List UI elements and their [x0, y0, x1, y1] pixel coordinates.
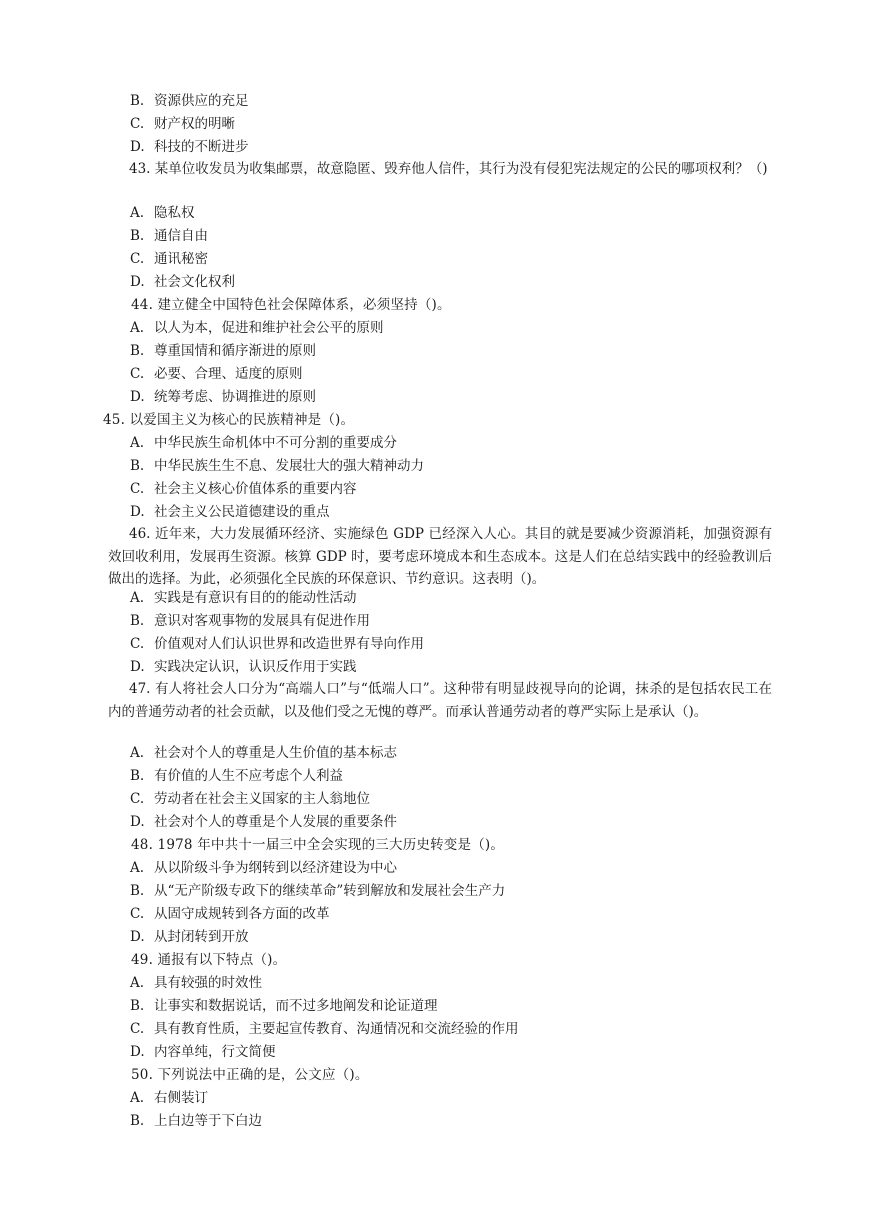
option-letter: B. [130, 343, 145, 359]
option-letter: B. [130, 883, 145, 899]
option-text: 通讯秘密 [154, 251, 208, 267]
option-text: 实践是有意识有目的的能动性活动 [154, 590, 357, 606]
option-text: 右侧装订 [154, 1090, 208, 1106]
option-letter: B. [130, 458, 145, 474]
option-text: 社会主义公民道德建设的重点 [154, 504, 330, 520]
option-letter: C. [130, 636, 145, 652]
question-paragraph: 43. 某单位收发员为收集邮票，故意隐匿、毁弃他人信件，其行为没有侵犯宪法规定的公民的哪项权利？（) [129, 161, 768, 177]
question-text: 50. 下列说法中正确的是，公文应（)。 [131, 1067, 369, 1083]
option-text: 中华民族生生不息、发展壮大的强大精神动力 [154, 458, 424, 474]
answer-option [0, 363, 869, 385]
option-text: 统筹考虑、协调推进的原则 [154, 389, 316, 405]
option-letter: A. [130, 320, 145, 336]
answer-option [0, 903, 869, 925]
option-text: 具有教育性质，主要起宣传教育、沟通情况和交流经验的作用 [154, 1021, 519, 1037]
option-letter: A. [130, 860, 145, 876]
option-letter: B. [130, 1113, 145, 1129]
option-letter: D. [130, 389, 145, 405]
question-stem [0, 409, 869, 431]
answer-option [0, 656, 869, 678]
option-text: 科技的不断进步 [154, 139, 249, 155]
option-text: 上白边等于下白边 [154, 1113, 262, 1129]
answer-option [0, 788, 869, 810]
answer-option [0, 742, 869, 764]
question-stem [0, 834, 869, 856]
answer-option [0, 455, 869, 477]
answer-option [0, 225, 869, 247]
option-text: 从以阶级斗争为纲转到以经济建设为中心 [154, 860, 397, 876]
option-letter: A. [130, 205, 145, 221]
answer-option [0, 995, 869, 1017]
answer-option [0, 90, 869, 112]
question-stem [0, 294, 869, 316]
option-letter: D. [130, 139, 145, 155]
answer-option [0, 478, 869, 500]
option-letter: A. [130, 435, 145, 451]
answer-option [0, 271, 869, 293]
option-text: 具有较强的时效性 [154, 975, 262, 991]
option-text: 社会主义核心价值体系的重要内容 [154, 481, 357, 497]
option-text: 内容单纯，行文简便 [154, 1044, 276, 1060]
answer-option [0, 340, 869, 362]
option-letter: C. [130, 366, 145, 382]
option-letter: C. [130, 251, 145, 267]
option-text: 劳动者在社会主义国家的主人翁地位 [154, 791, 370, 807]
option-text: 财产权的明晰 [154, 116, 235, 132]
answer-option [0, 386, 869, 408]
question-text: 48. 1978 年中共十一届三中全会实现的三大历史转变是（)。 [131, 837, 505, 853]
answer-option [0, 1110, 869, 1132]
answer-option [0, 1018, 869, 1040]
question-text: 49. 通报有以下特点（)。 [131, 952, 287, 968]
option-letter: A. [130, 590, 145, 606]
option-text: 必要、合理、适度的原则 [154, 366, 303, 382]
option-letter: C. [130, 481, 145, 497]
option-letter: D. [130, 504, 145, 520]
option-letter: A. [130, 975, 145, 991]
answer-option [0, 1041, 869, 1063]
answer-option [0, 1087, 869, 1109]
option-letter: B. [130, 613, 145, 629]
option-text: 从固守成规转到各方面的改革 [154, 906, 330, 922]
answer-option [0, 202, 869, 224]
answer-option [0, 432, 869, 454]
option-text: 价值观对人们认识世界和改造世界有导向作用 [154, 636, 424, 652]
answer-option [0, 880, 869, 902]
option-text: 社会对个人的尊重是人生价值的基本标志 [154, 745, 397, 761]
option-letter: C. [130, 791, 145, 807]
answer-option [0, 857, 869, 879]
answer-option [0, 926, 869, 948]
option-text: 资源供应的充足 [154, 93, 249, 109]
option-text: 中华民族生命机体中不可分割的重要成分 [154, 435, 397, 451]
option-text: 社会对个人的尊重是个人发展的重要条件 [154, 814, 397, 830]
option-letter: B. [130, 93, 145, 109]
answer-option [0, 811, 869, 833]
option-text: 意识对客观事物的发展具有促进作用 [154, 613, 370, 629]
option-text: 让事实和数据说话，而不过多地阐发和论证道理 [154, 998, 438, 1014]
option-text: 有价值的人生不应考虑个人利益 [154, 768, 343, 784]
option-text: 实践决定认识，认识反作用于实践 [154, 659, 357, 675]
option-letter: C. [130, 1021, 145, 1037]
option-letter: D. [130, 929, 145, 945]
answer-option [0, 113, 869, 135]
option-letter: B. [130, 998, 145, 1014]
question-text: 45. 以爱国主义为核心的民族精神是（)。 [103, 412, 355, 428]
answer-option [0, 248, 869, 270]
option-text: 以人为本，促进和维护社会公平的原则 [154, 320, 384, 336]
option-text: 从“无产阶级专政下的继续革命”转到解放和发展社会生产力 [154, 883, 506, 899]
option-letter: B. [130, 228, 145, 244]
option-letter: D. [130, 659, 145, 675]
question-text: 44. 建立健全中国特色社会保障体系，必须坚持（)。 [131, 297, 451, 313]
option-letter: B. [130, 768, 145, 784]
answer-option [0, 765, 869, 787]
question-stem [0, 1064, 869, 1086]
option-text: 通信自由 [154, 228, 208, 244]
option-letter: A. [130, 1090, 145, 1106]
option-text: 隐私权 [154, 205, 195, 221]
option-letter: D. [130, 1044, 145, 1060]
option-text: 从封闭转到开放 [154, 929, 249, 945]
option-text: 尊重国情和循序渐进的原则 [154, 343, 316, 359]
answer-option [0, 136, 869, 158]
answer-option [0, 610, 869, 632]
option-text: 社会文化权利 [154, 274, 235, 290]
question-paragraph: 47. 有人将社会人口分为“高端人口”与“低端人口”。这种带有明显歧视导向的论调，抹杀的是包括农民工在内的普通劳动者的社会贡献，以及他们受之无愧的尊严。而承认普通劳动者的尊严实际上是承认（)。 [108, 681, 772, 720]
option-letter: C. [130, 116, 145, 132]
question-paragraph: 46. 近年来，大力发展循环经济、实施绿色 GDP 已经深入人心。其目的就是要减少资源消耗，加强资源有效回收利用，发展再生资源。核算 GDP 时，要考虑环境成本和生态成本。这是人们在总结实践中的经验教训后做出的选择。为此，必须强化全民族的环保意识、节约意识。这表明（)。 [108, 526, 772, 588]
option-letter: D. [130, 274, 145, 290]
option-letter: C. [130, 906, 145, 922]
question-stem [0, 949, 869, 971]
answer-option [0, 972, 869, 994]
answer-option [0, 501, 869, 523]
option-letter: A. [130, 745, 145, 761]
option-letter: D. [130, 814, 145, 830]
answer-option [0, 317, 869, 339]
answer-option [0, 633, 869, 655]
